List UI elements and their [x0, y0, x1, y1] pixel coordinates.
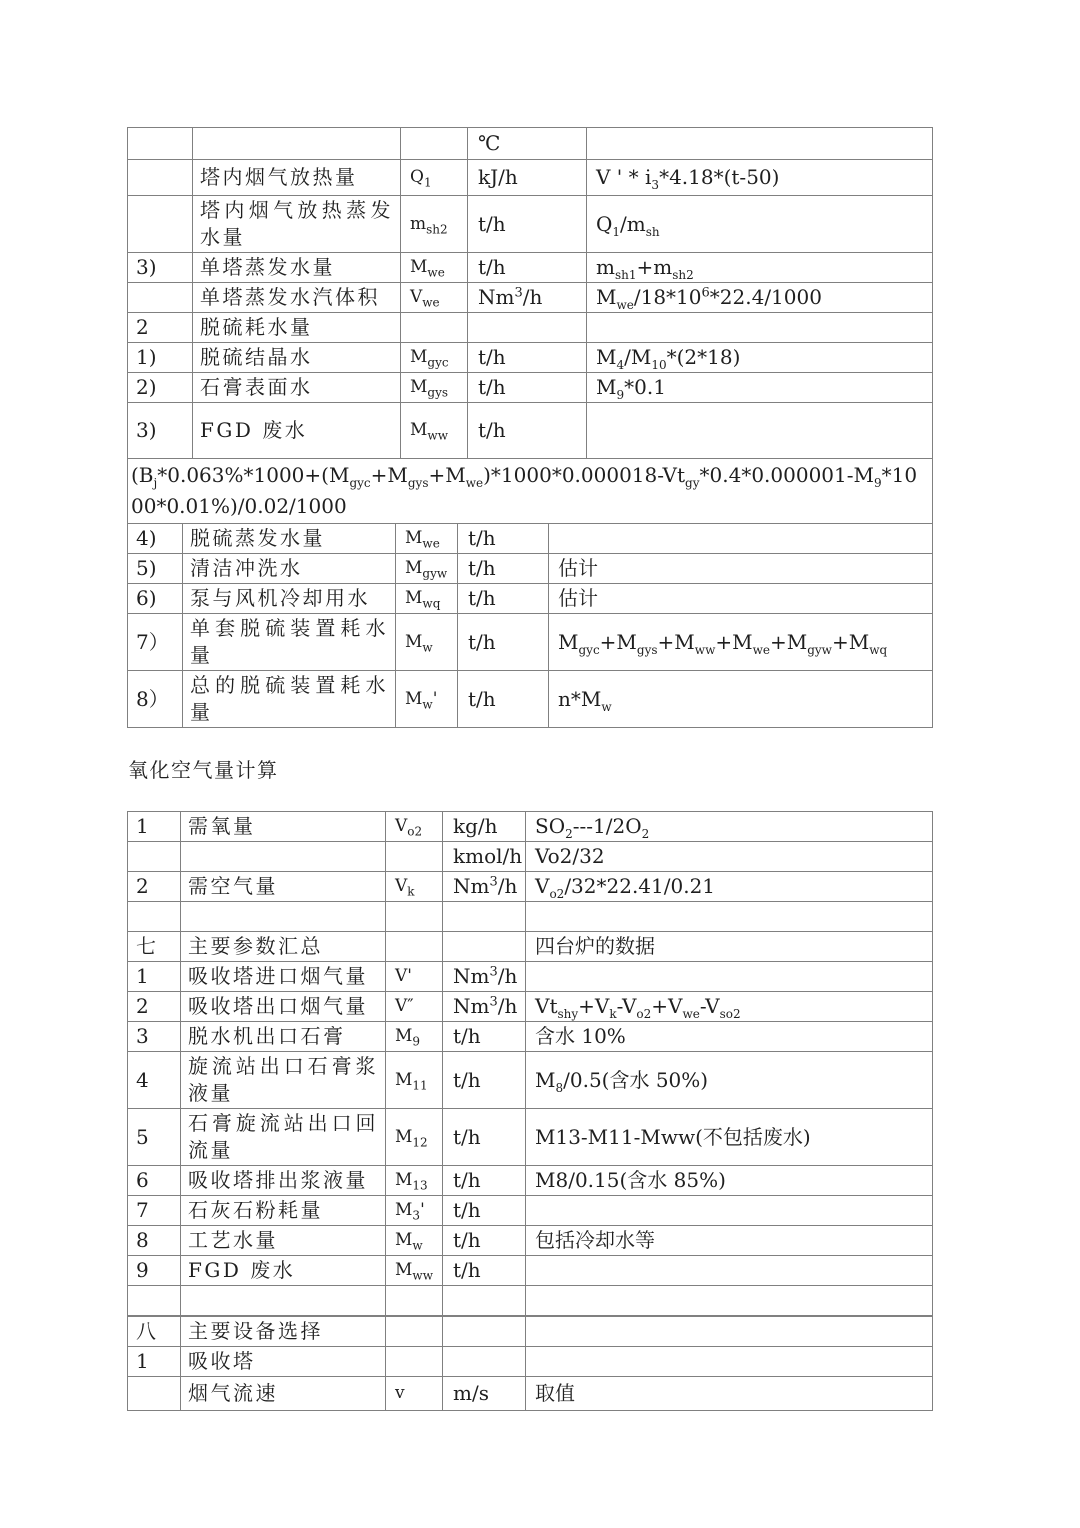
table-cell — [193, 128, 401, 160]
table-row — [128, 671, 933, 728]
table-cell: $M_{we}$ — [396, 524, 458, 554]
table-cell — [587, 313, 933, 343]
table-cell: $Vt_{shy}+V_k-V_{o2}+V_{we}-V_{so2}$ — [526, 992, 933, 1022]
table-cell: $V_{o2}$ — [386, 812, 443, 842]
table-cell: 脱硫耗水量 — [193, 313, 401, 343]
table-cell — [386, 932, 443, 962]
table-cell: m/s — [443, 1377, 526, 1411]
table-cell: ℃ — [468, 128, 587, 160]
table-cell: 单塔蒸发水量 — [193, 253, 401, 283]
table-cell — [386, 1317, 443, 1347]
table-cell: $M_{ww}$ — [386, 1256, 443, 1286]
table-cell — [468, 313, 587, 343]
table-cell: 吸收塔排出浆液量 — [181, 1166, 386, 1196]
table-cell: $M_{11}$ — [386, 1052, 443, 1109]
table-cell: 主要参数汇总 — [181, 932, 386, 962]
table-row — [128, 313, 933, 343]
table-cell: t/h — [468, 196, 587, 253]
table-cell — [386, 1286, 443, 1316]
table-cell: 6 — [128, 1166, 181, 1196]
table-cell: 3 — [128, 1022, 181, 1052]
table-cell: $M_w'$ — [396, 671, 458, 728]
table-cell: t/h — [443, 1226, 526, 1256]
table-cell: t/h — [458, 584, 549, 614]
table-cell: $m_{sh2}$ — [401, 196, 468, 253]
table-cell: 旋流站出口石膏浆液量 — [181, 1052, 386, 1109]
table-cell: 8 — [128, 1226, 181, 1256]
table-cell: 估计 — [549, 554, 933, 584]
table-row — [128, 1052, 933, 1109]
table-row — [128, 1196, 933, 1226]
table-row — [128, 1226, 933, 1256]
table-cell — [443, 1286, 526, 1316]
table-cell: 3) — [128, 253, 193, 283]
table-row — [128, 128, 933, 160]
table-cell — [401, 128, 468, 160]
table-row — [128, 902, 933, 932]
table-cell: 七 — [128, 932, 181, 962]
table-cell: kg/h — [443, 812, 526, 842]
table-cell: 1 — [128, 812, 181, 842]
table-cell — [181, 902, 386, 932]
table-row — [128, 1256, 933, 1286]
table-cell: 2 — [128, 313, 193, 343]
table-cell: 6) — [128, 584, 183, 614]
table-cell: 5) — [128, 554, 183, 584]
table-row — [128, 812, 933, 842]
table-cell — [128, 196, 193, 253]
table-row — [128, 524, 933, 554]
table-cell — [386, 842, 443, 872]
table-cell: 2) — [128, 373, 193, 403]
water-consumption-table-lower — [127, 523, 933, 728]
table-cell: 脱水机出口石膏 — [181, 1022, 386, 1052]
table-cell: t/h — [443, 1052, 526, 1109]
table-cell: 1 — [128, 962, 181, 992]
table-cell: FGD 废水 — [181, 1256, 386, 1286]
table-cell: $M_8/0.5$(含水 50%) — [526, 1052, 933, 1109]
table-cell: 1 — [128, 1347, 181, 1377]
table-cell — [128, 1377, 181, 1411]
table-cell: t/h — [468, 343, 587, 373]
table-cell: $M_{wq}$ — [396, 584, 458, 614]
table-row — [128, 1317, 933, 1347]
table-cell: $M_w$ — [386, 1226, 443, 1256]
table-row — [128, 1022, 933, 1052]
table-row — [128, 459, 933, 524]
table-cell: 脱硫蒸发水量 — [183, 524, 396, 554]
table-row — [128, 992, 933, 1022]
table-cell: t/h — [443, 1109, 526, 1166]
table-cell — [443, 902, 526, 932]
table-cell: v — [386, 1377, 443, 1411]
table-cell: kJ/h — [468, 160, 587, 196]
table-cell: $M_{gyw}$ — [396, 554, 458, 584]
table-cell — [128, 902, 181, 932]
table-cell: 估计 — [549, 584, 933, 614]
table-cell: 单套脱硫装置耗水量 — [183, 614, 396, 671]
table-cell — [526, 1286, 933, 1316]
table-cell: 4) — [128, 524, 183, 554]
table-cell: $M_{we}$ — [401, 253, 468, 283]
table-cell: 需空气量 — [181, 872, 386, 902]
table-cell — [443, 1317, 526, 1347]
table-row — [128, 554, 933, 584]
table-cell: t/h — [468, 373, 587, 403]
table-cell — [386, 902, 443, 932]
table-cell — [181, 842, 386, 872]
table-cell — [526, 902, 933, 932]
equipment-selection-table — [127, 1316, 933, 1411]
table-row — [128, 614, 933, 671]
table-cell: t/h — [458, 671, 549, 728]
table-cell: 吸收塔 — [181, 1347, 386, 1377]
table-row — [128, 253, 933, 283]
table-cell: $M_9$ — [386, 1022, 443, 1052]
table-cell: 吸收塔出口烟气量 — [181, 992, 386, 1022]
table-row — [128, 1377, 933, 1411]
table-cell: 清洁冲洗水 — [183, 554, 396, 584]
table-cell: $M_{12}$ — [386, 1109, 443, 1166]
table-cell: t/h — [458, 614, 549, 671]
table-cell — [128, 1286, 181, 1316]
table-cell: 四台炉的数据 — [526, 932, 933, 962]
table-cell: M13-M11-Mww(不包括废水) — [526, 1109, 933, 1166]
table-cell: $SO_2---1/2O_2$ — [526, 812, 933, 842]
table-cell: t/h — [468, 403, 587, 459]
table-cell — [526, 1347, 933, 1377]
table-cell: $M_w$ — [396, 614, 458, 671]
table-row — [128, 373, 933, 403]
table-cell: $M_{13}$ — [386, 1166, 443, 1196]
table-cell: $V_{o2}/32*22.41/0.21$ — [526, 872, 933, 902]
table-cell: 塔内烟气放热蒸发水量 — [193, 196, 401, 253]
table-cell: 3) — [128, 403, 193, 459]
table-cell — [526, 1256, 933, 1286]
table-cell: 石膏旋流站出口回流量 — [181, 1109, 386, 1166]
table-cell — [549, 524, 933, 554]
fgd-wastewater-formula-row — [127, 458, 933, 524]
table-cell: $M_{gys}$ — [401, 373, 468, 403]
table-cell — [526, 1317, 933, 1347]
table-cell: 石膏表面水 — [193, 373, 401, 403]
table-cell: 8） — [128, 671, 183, 728]
table-cell: 9 — [128, 1256, 181, 1286]
oxidation-air-table — [127, 811, 933, 1316]
table-cell: 需氧量 — [181, 812, 386, 842]
table-cell — [401, 313, 468, 343]
table-row — [128, 160, 933, 196]
table-cell: $M_9*0.1$ — [587, 373, 933, 403]
table-cell: $M_{gyc}$ — [401, 343, 468, 373]
table-cell: 5 — [128, 1109, 181, 1166]
table-row — [128, 842, 933, 872]
table-cell — [128, 842, 181, 872]
table-cell: 烟气流速 — [181, 1377, 386, 1411]
table-row — [128, 1347, 933, 1377]
table-row — [128, 1286, 933, 1316]
table-cell — [128, 128, 193, 160]
table-cell — [128, 160, 193, 196]
table-cell: 主要设备选择 — [181, 1317, 386, 1347]
table-cell: 含水 10% — [526, 1022, 933, 1052]
table-cell: $V_{we}$ — [401, 283, 468, 313]
table-cell — [443, 1347, 526, 1377]
table-cell: 取值 — [526, 1377, 933, 1411]
table-cell — [526, 1196, 933, 1226]
table-cell: $M_{gyc}+M_{gys}+M_{ww}+M_{we}+M_{gyw}+M_{wq}$ — [549, 614, 933, 671]
table-row — [128, 932, 933, 962]
table-row — [128, 343, 933, 373]
table-cell — [386, 1347, 443, 1377]
table-cell: 7 — [128, 1196, 181, 1226]
table-row — [128, 283, 933, 313]
table-cell: $M_3'$ — [386, 1196, 443, 1226]
table-row — [128, 196, 933, 253]
table-row — [128, 872, 933, 902]
table-cell: 泵与风机冷却用水 — [183, 584, 396, 614]
section-title-oxidation-air: 氧化空气量计算 — [128, 758, 279, 782]
table-cell — [181, 1286, 386, 1316]
table-cell: t/h — [443, 1256, 526, 1286]
table-cell: t/h — [458, 554, 549, 584]
table-cell: 工艺水量 — [181, 1226, 386, 1256]
table-cell: 八 — [128, 1317, 181, 1347]
table-row — [128, 1166, 933, 1196]
table-cell: Nm$^3$/h — [468, 283, 587, 313]
table-cell: Nm$^3$/h — [443, 872, 526, 902]
table-cell: $M_4/M_{10}*(2*18)$ — [587, 343, 933, 373]
table-cell: 包括冷却水等 — [526, 1226, 933, 1256]
table-row — [128, 403, 933, 459]
table-cell: M8/0.15(含水 85%) — [526, 1166, 933, 1196]
table-cell: $V_k$ — [386, 872, 443, 902]
table-cell: $M_{ww}$ — [401, 403, 468, 459]
table-cell: t/h — [458, 524, 549, 554]
table-cell — [587, 403, 933, 459]
table-cell: Nm$^3$/h — [443, 992, 526, 1022]
table-cell: $M_{we}/18*10^6*22.4/1000$ — [587, 283, 933, 313]
water-consumption-table-upper — [127, 127, 933, 459]
table-cell: t/h — [443, 1166, 526, 1196]
table-cell — [443, 932, 526, 962]
table-cell: Vo2/32 — [526, 842, 933, 872]
table-cell: kmol/h — [443, 842, 526, 872]
table-cell: $Q_1/m_{sh}$ — [587, 196, 933, 253]
table-cell: t/h — [443, 1022, 526, 1052]
table-cell: 塔内烟气放热量 — [193, 160, 401, 196]
table-row — [128, 962, 933, 992]
document-page — [127, 127, 933, 1411]
table-cell: 2 — [128, 872, 181, 902]
table-cell — [526, 962, 933, 992]
table-cell: 单塔蒸发水汽体积 — [193, 283, 401, 313]
table-cell: $m_{sh1}+m_{sh2}$ — [587, 253, 933, 283]
table-cell: 7） — [128, 614, 183, 671]
table-cell — [128, 283, 193, 313]
table-cell: 总的脱硫装置耗水量 — [183, 671, 396, 728]
table-cell: 石灰石粉耗量 — [181, 1196, 386, 1226]
table-cell: Nm$^3$/h — [443, 962, 526, 992]
table-cell: FGD 废水 — [193, 403, 401, 459]
table-cell: 2 — [128, 992, 181, 1022]
table-cell: V″ — [386, 992, 443, 1022]
table-cell: t/h — [468, 253, 587, 283]
fgd-wastewater-formula: $(B_j*0.063\%*1000+(M_{gyc}+M_{gys}+M_{we})*1000*0.000018-Vt_{gy}*0.4*0.000001-M_9*1000*0.01\%)/0.02/1000$ — [128, 459, 933, 524]
table-cell: t/h — [443, 1196, 526, 1226]
table-cell: 脱硫结晶水 — [193, 343, 401, 373]
table-row — [128, 584, 933, 614]
table-cell: 1) — [128, 343, 193, 373]
table-cell: $Q_1$ — [401, 160, 468, 196]
table-cell: $n*M_w$ — [549, 671, 933, 728]
table-cell — [587, 128, 933, 160]
table-cell: V' — [386, 962, 443, 992]
table-row — [128, 1109, 933, 1166]
table-cell: 4 — [128, 1052, 181, 1109]
table-cell: 吸收塔进口烟气量 — [181, 962, 386, 992]
table-cell: V ' * $i_3*4.18*(t-50)$ — [587, 160, 933, 196]
